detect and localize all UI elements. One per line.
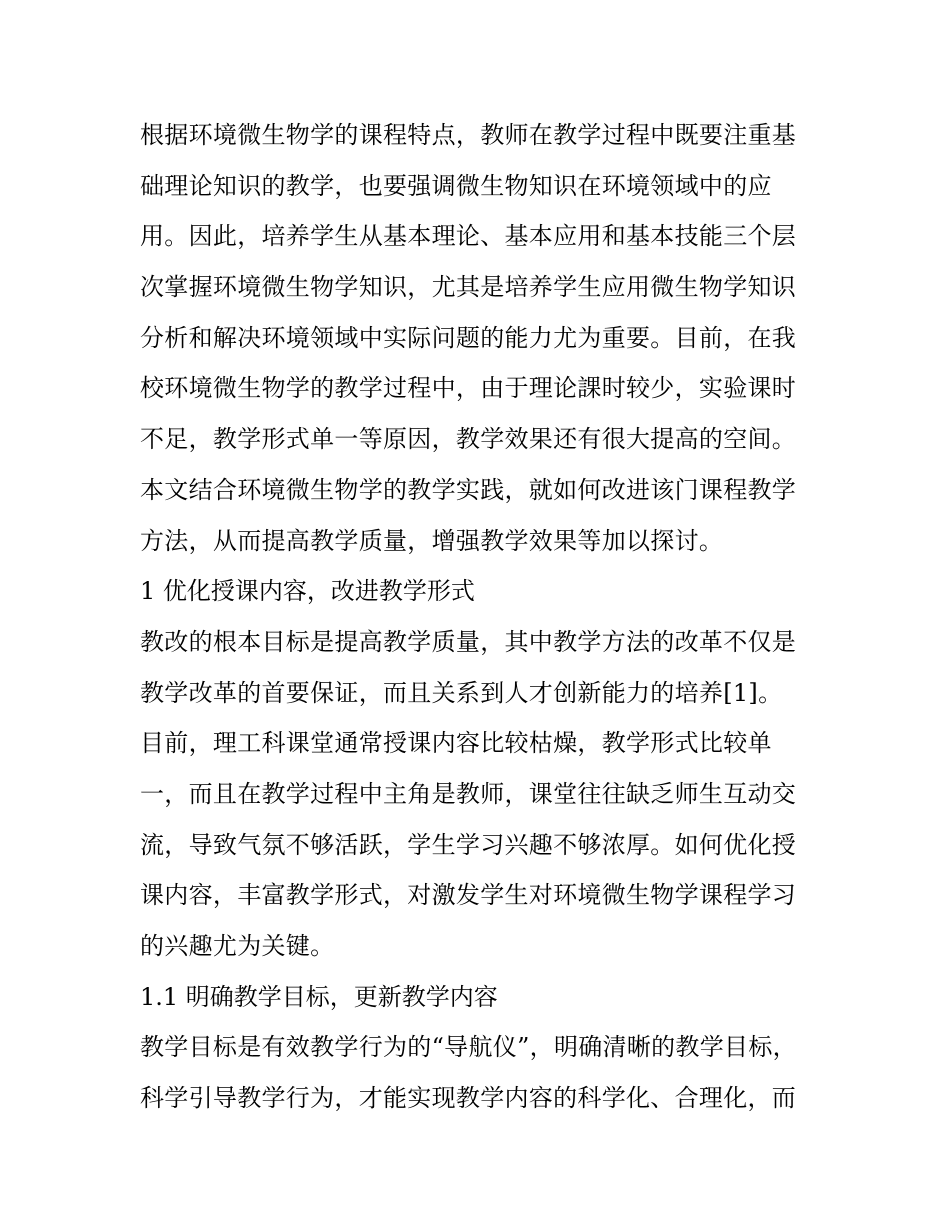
paragraph-line: 课内容，丰富教学形式，对激发学生对环境微生物学课程学习 [140,881,797,910]
paragraph-line: 根据环境微生物学的课程特点，教师在教学过程中既要注重基 [140,121,797,149]
paragraph-line: 的兴趣尤为关键。 [140,932,335,960]
paragraph-line: 分析和解决环境领域中实际问题的能力尤为重要。目前，在我 [140,323,797,352]
paragraph-line: 不足，教学形式单一等原因，教学效果还有很大提高的空间。 [140,425,797,454]
paragraph-line: 一，而且在教学过程中主角是教师，课堂往往缺乏师生互动交 [140,779,797,808]
paragraph-line: 础理论知识的教学，也要强调微生物知识在环境领域中的应 [140,171,772,200]
paragraph-line: 校环境微生物学的教学过程中，由于理论課时较少，实验课时 [140,374,797,403]
subsection-heading: 1.1 明确教学目标，更新教学内容 [140,982,498,1011]
paragraph-line: 方法，从而提高教学质量，增强教学效果等加以探讨。 [140,526,724,555]
paragraph-line: 科学引导教学行为，才能实现教学内容的科学化、合理化，而 [140,1084,797,1113]
body-text [140,110,830,1124]
paragraph-line: 教学目标是有效教学行为的“导航仪”，明确清晰的教学目标， [140,1033,797,1062]
section-heading: 1 优化授课内容，改进教学形式 [140,577,475,606]
paragraph-line: 本文结合环境微生物学的教学实践，就如何改进该门课程教学 [140,475,797,504]
paragraph-line: 次掌握环境微生物学知识，尤其是培养学生应用微生物学知识 [140,273,797,302]
paragraph-line: 流，导致气氛不够活跃，学生学习兴趣不够浓厚。如何优化授 [140,830,797,859]
paragraph-line: 教改的根本目标是提高教学质量，其中教学方法的改革不仅是 [140,627,797,656]
paragraph-line: 用。因此，培养学生从基本理论、基本应用和基本技能三个层 [140,222,797,251]
paragraph-line: 教学改革的首要保证，而且关系到人才创新能力的培养[1]。 [140,678,783,707]
paragraph-line: 目前，理工科课堂通常授课内容比较枯燥，教学形式比较单 [140,729,772,758]
